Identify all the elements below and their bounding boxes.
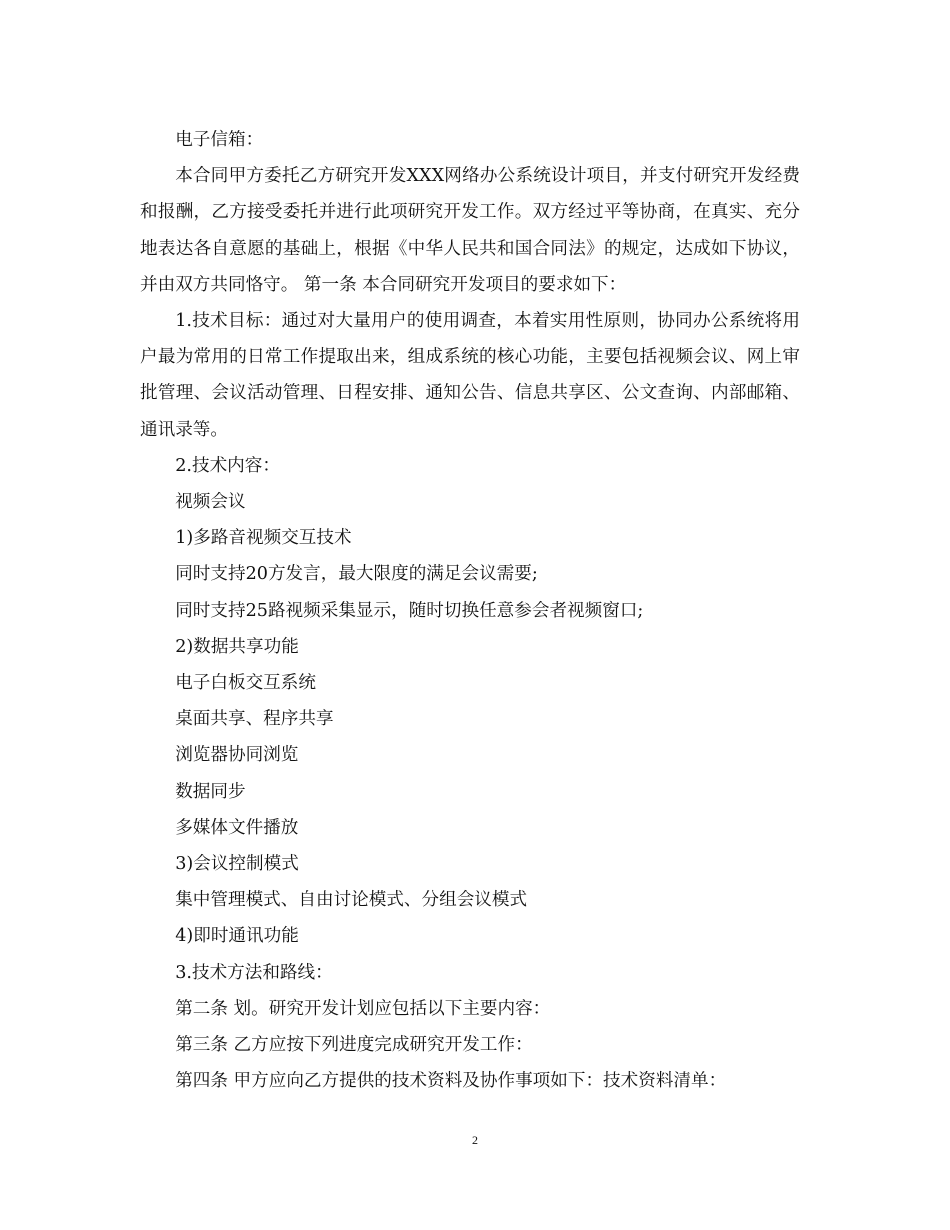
paragraph-preamble: 本合同甲方委托乙方研究开发XXX网络办公系统设计项目，并支付研究开发经费和报酬，乙方接受委托并进行此项研究开发工作。双方经过平等协商，在真实、充分地表达各自意愿的基础上，根据《中华人民共和国合同法》的规定，达成如下协议，并由双方共同恪守。 第一条 本合同研究开发项目的要求如下： — [140, 166, 800, 295]
paragraph-technical-goal: 1.技术目标：通过对大量用户的使用调查，本着实用性原则，协同办公系统将用户最为常用的日常工作提取出来，组成系统的核心功能，主要包括视频会议、网上审批管理、会议活动管理、日程安排、通知公告、信息共享区、公文查询、内部邮箱、通讯录等。 — [140, 311, 800, 440]
paragraph-technical-content: 2.技术内容： — [175, 455, 280, 476]
paragraph-item-meeting-control: 3)会议控制模式 — [175, 854, 299, 875]
paragraph-email: 电子信箱： — [175, 130, 264, 150]
paragraph-article-4: 第四条 甲方应向乙方提供的技术资料及协作事项如下：技术资料清单： — [175, 1071, 727, 1092]
paragraph-line: 同时支持20方发言，最大限度的满足会议需要; — [175, 564, 538, 585]
paragraph-article-2: 第二条 划。研究开发计划应包括以下主要内容： — [175, 998, 551, 1019]
paragraph-item-av-interaction: 1)多路音视频交互技术 — [175, 528, 352, 549]
paragraph-line: 集中管理模式、自由讨论模式、分组会议模式 — [175, 890, 528, 911]
paragraph-item-instant-messaging: 4)即时通讯功能 — [175, 926, 299, 947]
paragraph-line: 浏览器协同浏览 — [175, 745, 299, 766]
paragraph-line: 同时支持25路视频采集显示，随时切换任意参会者视频窗口; — [175, 600, 644, 621]
document-body — [140, 122, 800, 1099]
paragraph-article-3: 第三条 乙方应按下列进度完成研究开发工作： — [175, 1035, 533, 1056]
paragraph-line: 数据同步 — [175, 781, 246, 802]
paragraph-technical-method: 3.技术方法和路线： — [175, 962, 333, 983]
paragraph-video-conference: 视频会议 — [175, 492, 246, 513]
paragraph-line: 电子白板交互系统 — [175, 673, 316, 694]
paragraph-item-data-sharing: 2)数据共享功能 — [175, 636, 299, 657]
paragraph-line: 桌面共享、程序共享 — [175, 709, 334, 730]
paragraph-line: 多媒体文件播放 — [175, 817, 299, 838]
page-number: 2 — [472, 1133, 478, 1147]
